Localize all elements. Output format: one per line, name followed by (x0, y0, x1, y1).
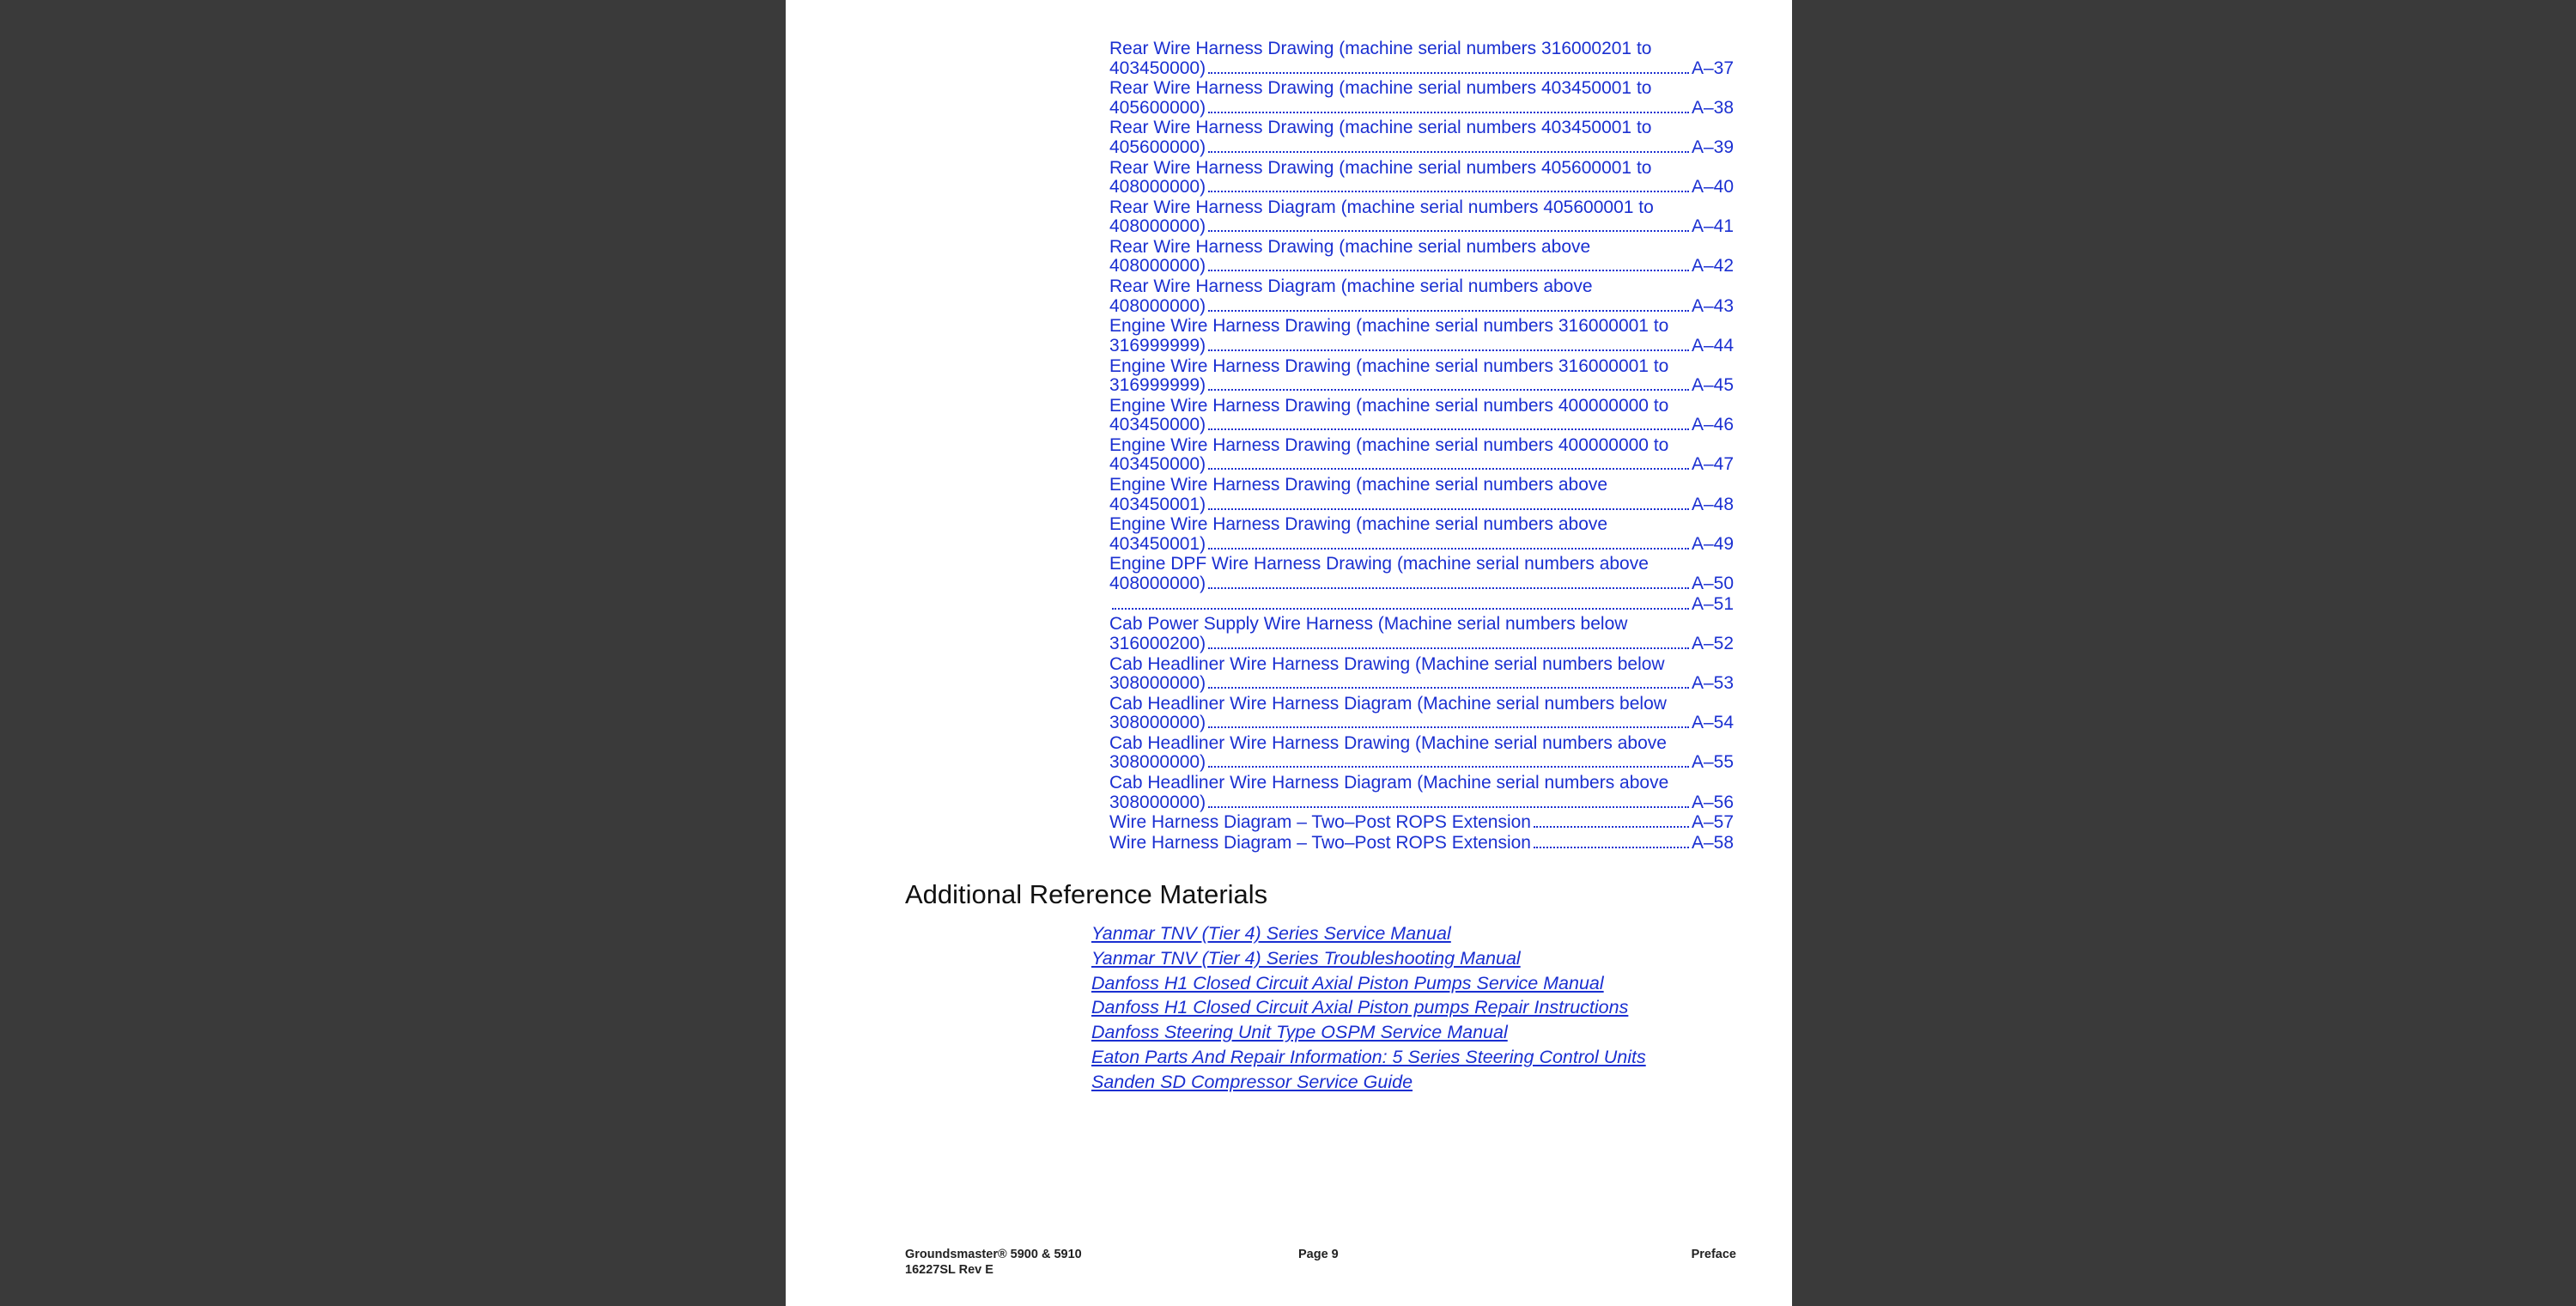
toc-entry[interactable] (1109, 118, 1734, 157)
toc-entry[interactable] (1109, 357, 1734, 396)
toc-entry[interactable] (1109, 515, 1734, 554)
toc-entry-leader-line (1109, 574, 1734, 594)
list-item (1091, 971, 1646, 996)
toc-page-number: A–56 (1691, 792, 1734, 812)
dot-leader (1208, 806, 1689, 808)
toc-entry[interactable] (1109, 317, 1734, 355)
toc-entry-title-continued: 308000000) (1109, 673, 1206, 693)
toc-page-number: A–51 (1691, 593, 1734, 614)
toc-entry-title: Engine Wire Harness Drawing (machine serial numbers 400000000 to (1109, 434, 1669, 455)
reference-links-list (1091, 921, 1646, 1095)
toc-entry[interactable] (1109, 813, 1734, 833)
toc-page-number: A–38 (1691, 97, 1734, 118)
toc-entry-title-continued: Wire Harness Diagram – Two–Post ROPS Extension (1109, 832, 1531, 853)
reference-link[interactable]: Danfoss H1 Closed Circuit Axial Piston Pumps Service Manual (1091, 972, 1604, 993)
toc-page-number: A–42 (1691, 256, 1734, 276)
toc-entry-title: Engine DPF Wire Harness Drawing (machine serial numbers above (1109, 554, 1649, 574)
toc-entry-title-continued: 408000000) (1109, 295, 1206, 316)
toc-page-number: A–47 (1691, 454, 1734, 475)
toc-entry-title-continued: 403450001) (1109, 533, 1206, 554)
toc-entry[interactable] (1109, 655, 1734, 694)
toc-entry-title: Rear Wire Harness Diagram (machine serial numbers above (1109, 276, 1593, 297)
toc-entry[interactable] (1109, 39, 1734, 78)
toc-entry-leader-line (1109, 138, 1734, 158)
dot-leader (1208, 151, 1689, 153)
toc-page-number: A–58 (1691, 832, 1734, 853)
toc-entry-title-continued: 405600000) (1109, 97, 1206, 118)
reference-link[interactable]: Eaton Parts And Repair Information: 5 Series Steering Control Units (1091, 1046, 1646, 1067)
toc-entry-title: Engine Wire Harness Drawing (machine serial numbers above (1109, 475, 1608, 495)
toc-page-number: A–46 (1691, 415, 1734, 435)
toc-entry-leader-line (1109, 793, 1734, 813)
toc-entry-title-continued: 408000000) (1109, 256, 1206, 276)
toc-entry[interactable] (1109, 834, 1734, 853)
reference-link[interactable]: Yanmar TNV (Tier 4) Series Service Manual (1091, 923, 1451, 944)
list-item (1091, 1070, 1646, 1095)
toc-page-number: A–45 (1691, 375, 1734, 395)
dot-leader (1208, 508, 1689, 510)
list-item (1091, 995, 1646, 1020)
toc-entry[interactable] (1109, 397, 1734, 435)
reference-link[interactable]: Danfoss H1 Closed Circuit Axial Piston pumps Repair Instructions (1091, 997, 1629, 1018)
toc-entry-title-continued: 308000000) (1109, 713, 1206, 733)
toc-entry-title-continued: 308000000) (1109, 792, 1206, 812)
toc-entry-title-continued: 403450000) (1109, 454, 1206, 475)
dot-leader (1208, 310, 1689, 312)
toc-entry[interactable] (1109, 615, 1734, 653)
dot-leader (1208, 647, 1689, 649)
toc-entry[interactable] (1109, 198, 1734, 237)
dot-leader (1208, 766, 1689, 768)
toc-entry-leader-line (1109, 455, 1734, 475)
toc-entry-title: Rear Wire Harness Drawing (machine serial numbers 403450001 to (1109, 118, 1652, 138)
toc-page-number: A–55 (1691, 752, 1734, 773)
toc-page-number: A–40 (1691, 177, 1734, 197)
reference-link[interactable]: Yanmar TNV (Tier 4) Series Troubleshooting Manual (1091, 947, 1521, 969)
toc-entry-leader-line (1109, 416, 1734, 435)
toc-page-number: A–50 (1691, 573, 1734, 593)
toc-entry-leader-line (1109, 337, 1734, 356)
toc-entry-title: Engine Wire Harness Drawing (machine serial numbers 316000001 to (1109, 316, 1669, 337)
footer-document-info (905, 1247, 1082, 1278)
toc-entry[interactable] (1109, 774, 1734, 812)
toc-entry-title-continued: Wire Harness Diagram – Two–Post ROPS Extension (1109, 812, 1531, 833)
toc-entry[interactable] (1109, 79, 1734, 118)
list-item (1091, 946, 1646, 971)
toc-entry[interactable] (1109, 734, 1734, 773)
toc-entry[interactable] (1109, 238, 1734, 276)
toc-entry-leader-line (1109, 178, 1734, 197)
toc-entry-title-continued: 403450001) (1109, 494, 1206, 514)
toc-entry-title: Cab Headliner Wire Harness Diagram (Machine serial numbers above (1109, 773, 1669, 793)
toc-entry-title-continued: 408000000) (1109, 573, 1206, 593)
list-item (1091, 1020, 1646, 1045)
toc-entry-title-continued: 403450000) (1109, 415, 1206, 435)
toc-entry[interactable] (1109, 159, 1734, 197)
toc-entry-title: Rear Wire Harness Diagram (machine serial numbers 405600001 to (1109, 197, 1654, 217)
dot-leader (1208, 468, 1689, 470)
toc-entry-title: Cab Power Supply Wire Harness (Machine serial numbers below (1109, 614, 1628, 635)
toc-entry-leader-line (1109, 59, 1734, 79)
toc-entry-title: Rear Wire Harness Drawing (machine serial numbers above (1109, 236, 1591, 257)
toc-entry-leader-line (1109, 674, 1734, 694)
toc-entry-title: Cab Headliner Wire Harness Drawing (Machine serial numbers below (1109, 653, 1665, 674)
footer-section-name: Preface (1691, 1248, 1736, 1261)
toc-page-number: A–53 (1691, 673, 1734, 693)
toc-entry-leader-line (1109, 635, 1734, 654)
toc-entry-title-continued: 408000000) (1109, 216, 1206, 237)
toc-entry-title: Cab Headliner Wire Harness Drawing (Machine serial numbers above (1109, 732, 1667, 753)
toc-page-number: A–49 (1691, 533, 1734, 554)
toc-entry-leader-line (1109, 714, 1734, 733)
toc-entry-title: Engine Wire Harness Drawing (machine serial numbers above (1109, 514, 1608, 535)
dot-leader (1208, 389, 1689, 391)
toc-entry-leader-line (1109, 99, 1734, 118)
toc-entry-leader-line (1109, 257, 1734, 276)
toc-entry-leader-line (1109, 535, 1734, 555)
toc-entry-leader-line (1109, 595, 1734, 615)
toc-entry-title-continued: 316999999) (1109, 375, 1206, 395)
footer-product-name: Groundsmaster® 5900 & 5910 (905, 1248, 1082, 1261)
dot-leader (1534, 826, 1689, 828)
toc-entry-leader-line (1109, 217, 1734, 237)
toc-entry-leader-line (1109, 834, 1734, 853)
dot-leader (1208, 349, 1689, 351)
dot-leader (1534, 847, 1689, 848)
dot-leader (1208, 687, 1689, 689)
toc-entry-leader-line (1109, 376, 1734, 396)
toc-entry-leader-line (1109, 495, 1734, 515)
dot-leader (1208, 112, 1689, 113)
footer-document-number: 16227SL Rev E (905, 1263, 993, 1277)
toc-page-number: A–44 (1691, 335, 1734, 355)
document-page (786, 0, 1792, 1306)
toc-entry[interactable] (1109, 595, 1734, 615)
toc-entry[interactable] (1109, 277, 1734, 316)
toc-entry-title-continued: 405600000) (1109, 137, 1206, 157)
toc-page-number: A–43 (1691, 295, 1734, 316)
toc-entry-title: Engine Wire Harness Drawing (machine serial numbers 316000001 to (1109, 355, 1669, 376)
dot-leader (1112, 608, 1689, 610)
toc-entry-leader-line (1109, 813, 1734, 833)
reference-link[interactable]: Danfoss Steering Unit Type OSPM Service Manual (1091, 1022, 1508, 1043)
toc-entry-title-continued: 308000000) (1109, 752, 1206, 773)
toc-entry-title: Rear Wire Harness Drawing (machine serial numbers 405600001 to (1109, 157, 1652, 178)
toc-page-number: A–54 (1691, 713, 1734, 733)
toc-entry-leader-line (1109, 297, 1734, 317)
toc-entry-title: Cab Headliner Wire Harness Diagram (Machine serial numbers below (1109, 693, 1667, 714)
toc-entry-title-continued: 316999999) (1109, 335, 1206, 355)
dot-leader (1208, 72, 1689, 74)
list-item (1091, 1045, 1646, 1070)
toc-page-number: A–48 (1691, 494, 1734, 514)
toc-page-number: A–57 (1691, 812, 1734, 833)
toc-entry[interactable] (1109, 476, 1734, 514)
toc-entry-title-continued: 316000200) (1109, 633, 1206, 653)
toc-entry-title: Rear Wire Harness Drawing (machine serial numbers 316000201 to (1109, 39, 1652, 58)
table-of-contents (1109, 39, 1734, 854)
dot-leader (1208, 270, 1689, 271)
toc-entry[interactable] (1109, 436, 1734, 475)
toc-entry-title: Engine Wire Harness Drawing (machine serial numbers 400000000 to (1109, 395, 1669, 416)
toc-entry-title-continued: 408000000) (1109, 177, 1206, 197)
reference-link[interactable]: Sanden SD Compressor Service Guide (1091, 1071, 1413, 1092)
list-item (1091, 921, 1646, 946)
toc-entry-leader-line (1109, 753, 1734, 773)
dot-leader (1208, 726, 1689, 728)
dot-leader (1208, 548, 1689, 550)
toc-entry-title-continued: 403450000) (1109, 58, 1206, 78)
toc-page-number: A–41 (1691, 216, 1734, 237)
dot-leader (1208, 428, 1689, 430)
section-heading: Additional Reference Materials (905, 879, 1268, 909)
toc-page-number: A–39 (1691, 137, 1734, 157)
toc-page-number: A–52 (1691, 633, 1734, 653)
dot-leader (1208, 191, 1689, 192)
toc-entry[interactable] (1109, 555, 1734, 593)
toc-page-number: A–37 (1691, 58, 1734, 78)
footer-page-number: Page 9 (1298, 1248, 1339, 1261)
dot-leader (1208, 230, 1689, 232)
toc-entry[interactable] (1109, 695, 1734, 733)
toc-entry-title: Rear Wire Harness Drawing (machine serial numbers 403450001 to (1109, 78, 1652, 99)
dot-leader (1208, 587, 1689, 589)
